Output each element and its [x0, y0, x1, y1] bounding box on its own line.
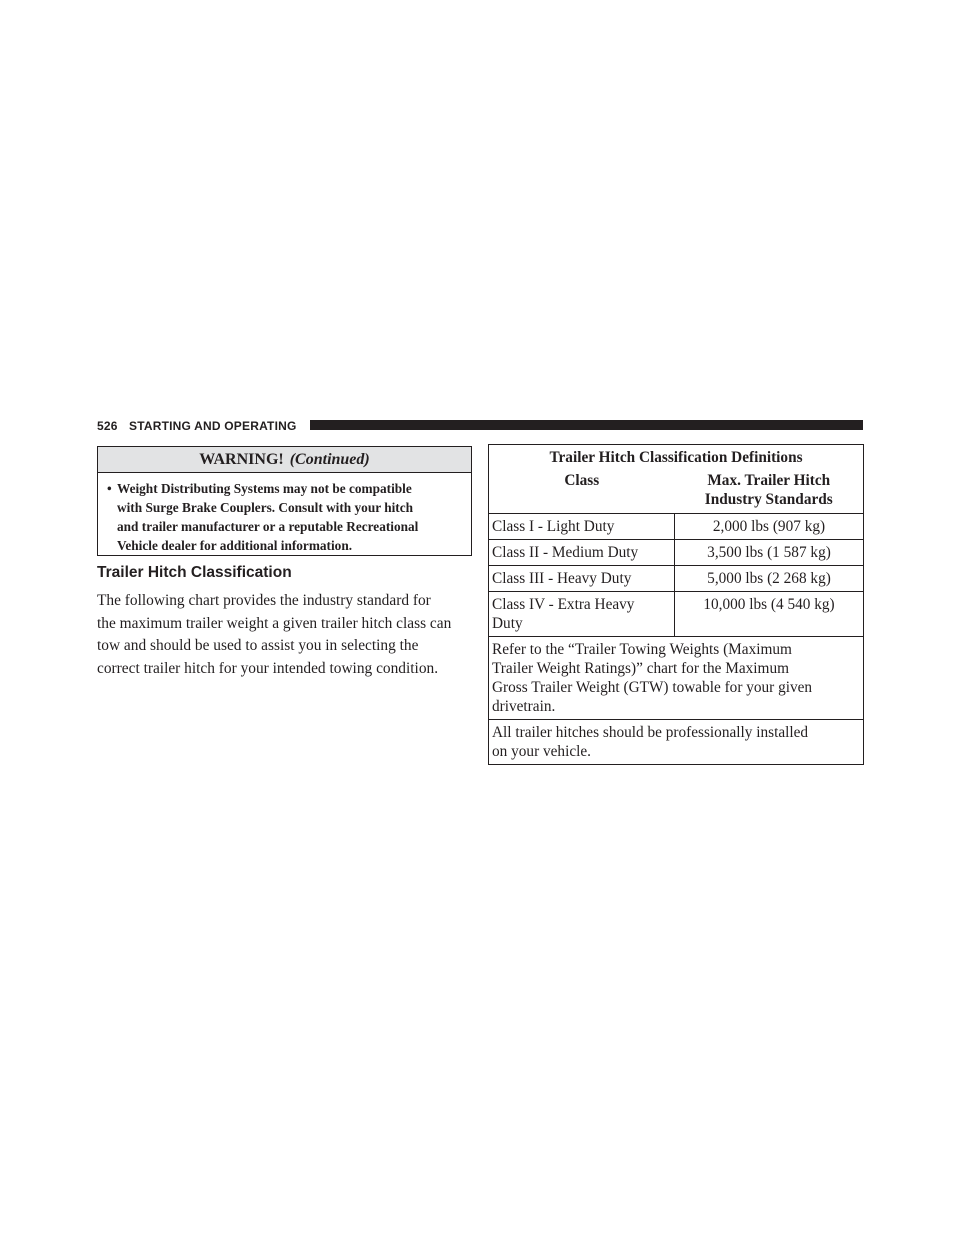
column-header-class: Class	[489, 469, 675, 514]
table-note	[489, 720, 864, 765]
class-cell: Class I - Light Duty	[489, 514, 675, 540]
section-name: STARTING AND OPERATING	[129, 419, 297, 433]
intro-line: The following chart provides the industry standard for	[97, 592, 431, 609]
table-row	[489, 592, 864, 637]
note-line: All trailer hitches should be professionally installed	[492, 724, 809, 741]
warning-header	[98, 447, 471, 473]
class-cell	[489, 592, 675, 637]
warning-box	[97, 446, 472, 556]
column-header-max-line: Industry Standards	[704, 491, 833, 508]
class-cell-line: Duty	[492, 615, 523, 632]
note-line: Trailer Weight Ratings)” chart for the Maximum	[492, 660, 789, 677]
page-number: 526	[97, 419, 118, 433]
class-cell: Class II - Medium Duty	[489, 540, 675, 566]
note-line: drivetrain.	[492, 698, 556, 715]
class-cell-line: Class IV - Extra Heavy	[492, 596, 635, 613]
warning-line: Vehicle dealer for additional information.	[117, 538, 353, 553]
note-line: Refer to the “Trailer Towing Weights (Maximum	[492, 641, 792, 658]
table-row	[489, 540, 864, 566]
table-note	[489, 637, 864, 720]
hitch-classification-table	[488, 444, 864, 765]
intro-line: the maximum trailer weight a given trailer hitch class can	[97, 614, 452, 632]
warning-label: WARNING!	[199, 451, 284, 468]
warning-continued: (Continued)	[289, 451, 370, 468]
table-row	[489, 514, 864, 540]
table-note-row	[489, 720, 864, 765]
class-cell: Class III - Heavy Duty	[489, 566, 675, 592]
note-line: Gross Trailer Weight (GTW) towable for your given	[492, 679, 813, 696]
warning-line: and trailer manufacturer or a reputable Recreational	[117, 519, 419, 534]
page-header	[97, 417, 863, 435]
intro-line: tow and should be used to assist you in selecting the	[97, 637, 419, 655]
bullet-icon: •	[107, 481, 112, 496]
note-line: on your vehicle.	[492, 743, 591, 760]
warning-item	[107, 479, 463, 555]
header-rule	[310, 420, 863, 430]
intro-line: correct trailer hitch for your intended towing condition.	[97, 659, 439, 677]
table-note-row	[489, 637, 864, 720]
intro-paragraph	[97, 590, 472, 680]
max-weight-cell: 10,000 lbs (4 540 kg)	[675, 592, 864, 637]
table-title: Trailer Hitch Classification Definitions	[489, 445, 864, 470]
section-title: Trailer Hitch Classification	[97, 564, 292, 581]
max-weight-cell: 2,000 lbs (907 kg)	[675, 514, 864, 540]
column-header-max-line: Max. Trailer Hitch	[707, 472, 831, 489]
warning-line: with Surge Brake Couplers. Consult with your hitch	[117, 500, 414, 515]
max-weight-cell: 5,000 lbs (2 268 kg)	[675, 566, 864, 592]
warning-body	[98, 473, 471, 555]
column-header-max	[675, 469, 864, 514]
warning-line: Weight Distributing Systems may not be compatible	[117, 481, 412, 496]
table-row	[489, 566, 864, 592]
max-weight-cell: 3,500 lbs (1 587 kg)	[675, 540, 864, 566]
